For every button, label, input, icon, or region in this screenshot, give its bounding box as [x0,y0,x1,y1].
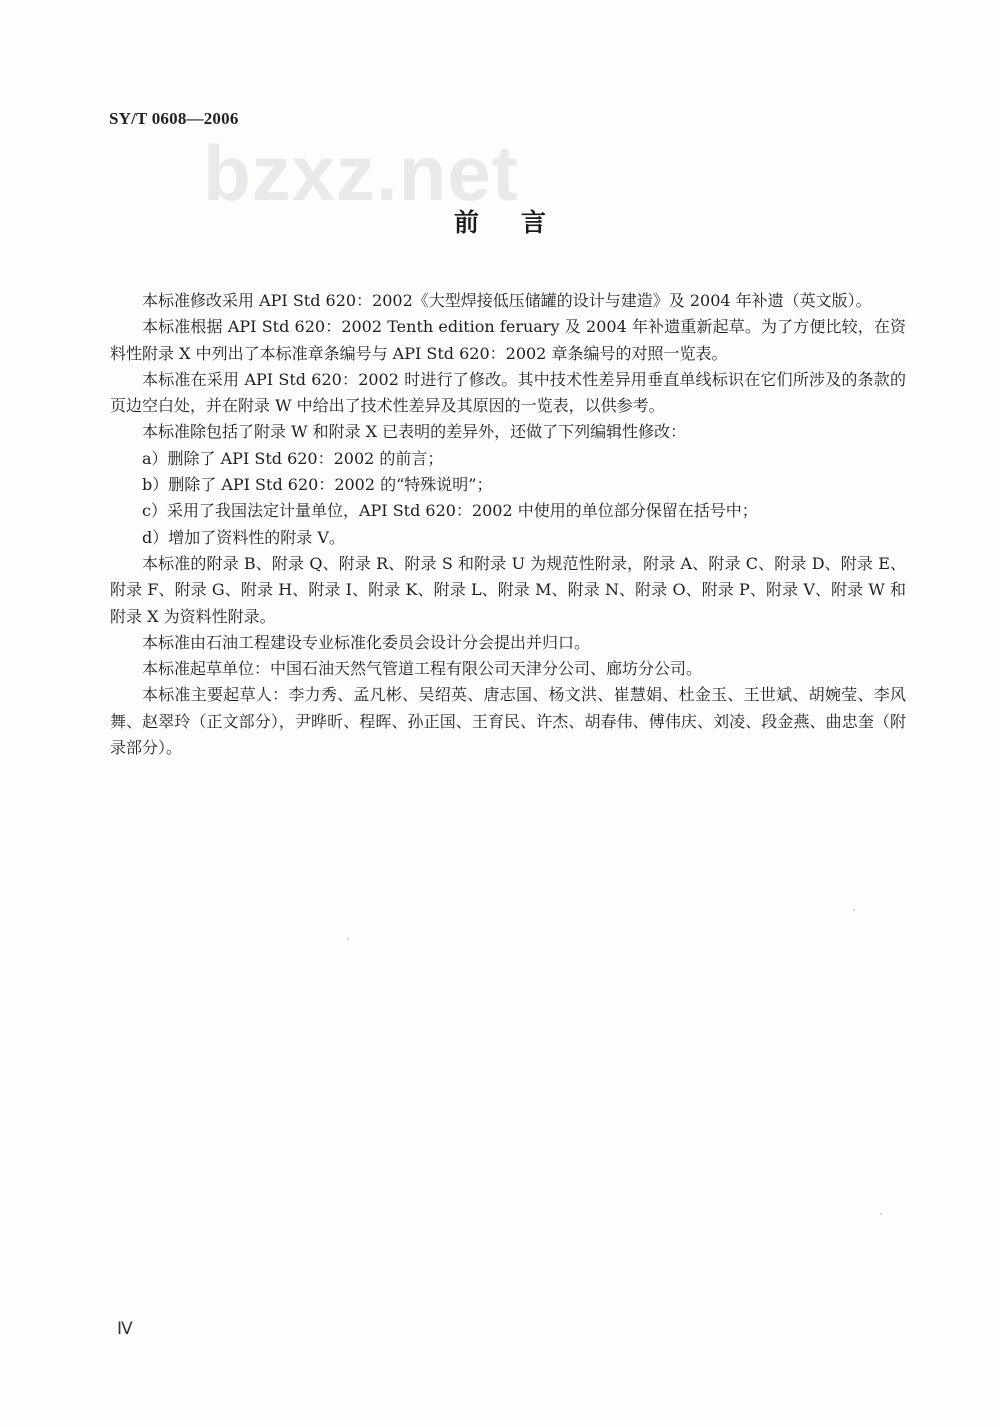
scan-speck [347,938,349,940]
standard-code: SY/T 0608—2006 [109,109,239,128]
paragraph-basis: 本标准根据 API Std 620：2002 Tenth edition feruary 及 2004 年补遗重新起草。为了方便比较，在资料性附录 X 中列出了本标准章条编号与 API Std 620：2002 章条编号的对照一览表。 [110,317,906,363]
paragraph-annexes: 本标准的附录 B、附录 Q、附录 R、附录 S 和附录 U 为规范性附录，附录 A、附录 C、附录 D、附录 E、附录 F、附录 G、附录 H、附录 I、附录 K、附录 L、附录 M、附录 N、附录 O、附录 P、附录 V、附录 W 和附录 X 为资料性附录。 [110,553,906,626]
scan-speck [853,909,855,911]
paragraph-adoption: 本标准修改采用 API Std 620：2002《大型焊接低压储罐的设计与建造》及 2004 年补遗（英文版）。 [142,291,872,310]
watermark-logo: bzxz.net [203,129,519,217]
foreword-body [110,288,906,761]
page-number: Ⅳ [117,1319,133,1338]
paragraph-drafting-units: 本标准起草单位：中国石油天然气管道工程有限公司天津分公司、廊坊分公司。 [142,659,703,679]
paragraph-modifications: 本标准在采用 API Std 620：2002 时进行了修改。其中技术性差异用垂直单线标识在它们所涉及的条款的页边空白处，并在附录 W 中给出了技术性差异及其原因的一览表，以供参考。 [110,369,906,416]
paragraph-drafters: 本标准主要起草人：李力秀、孟凡彬、吴绍英、唐志国、杨文洪、崔慧娟、杜金玉、王世斌、胡婉莹、李风舞、赵翠玲（正文部分），尹晔昕、程晖、孙正国、王育民、许杰、胡春伟、傅伟庆、刘凌、段金燕、曲忠奎（附录部分）。 [110,685,906,758]
list-item-b: b）删除了 API Std 620：2002 的“特殊说明”； [142,475,493,495]
list-item-c: c）采用了我国法定计量单位，API Std 620：2002 中使用的单位部分保留在括号中； [142,501,758,521]
paragraph-proposer: 本标准由石油工程建设专业标准化委员会设计分会提出并归口。 [142,632,591,652]
list-item-d: d）增加了资料性的附录 V。 [142,527,345,547]
page-title: 前言 [453,208,588,237]
scan-speck [880,1213,882,1215]
paragraph-editorial-intro: 本标准除包括了附录 W 和附录 X 已表明的差异外，还做了下列编辑性修改： [142,422,687,442]
list-item-a: a）删除了 API Std 620：2002 的前言； [142,448,444,468]
